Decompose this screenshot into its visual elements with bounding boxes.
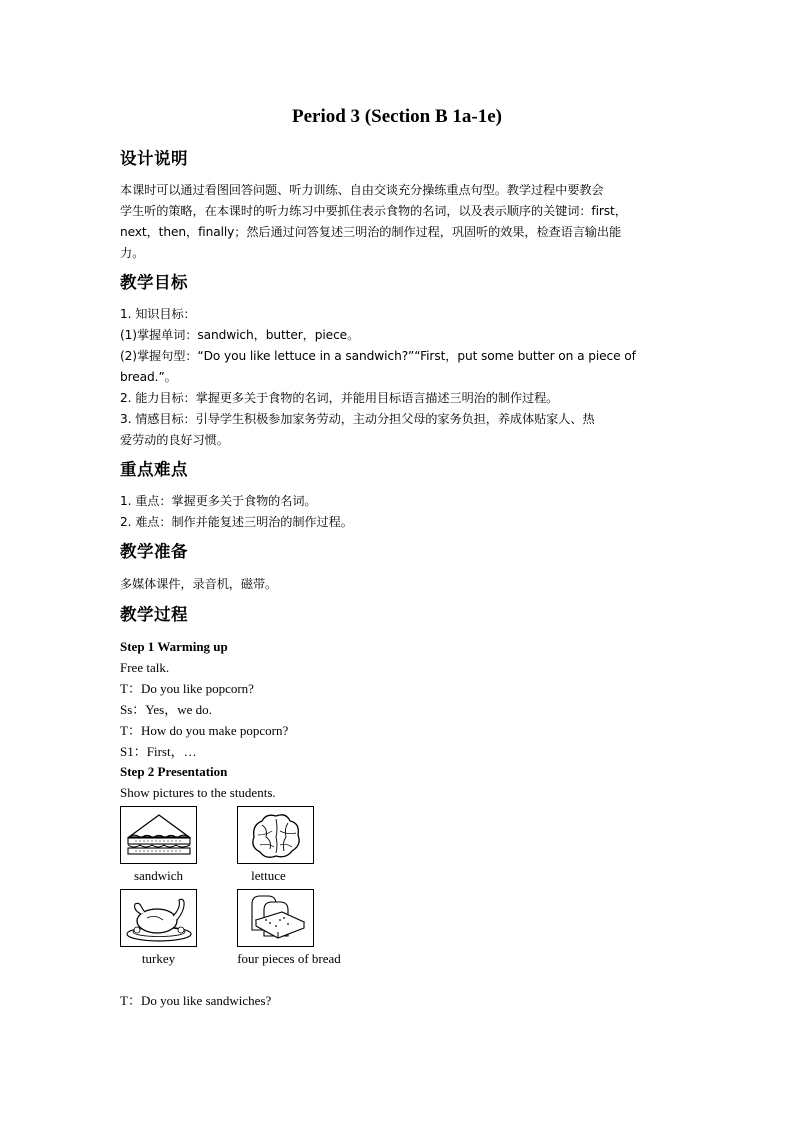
design-line-2: 学生听的策略，在本课时的听力练习中要抓住表示食物的名词，以及表示顺序的关键词：first， — [120, 204, 627, 218]
heading-key-points: 重点难点 — [120, 460, 188, 479]
heading-goals: 教学目标 — [120, 273, 188, 292]
picture-turkey — [120, 889, 197, 947]
step-2-final-line: T：Do you like sandwiches? — [120, 993, 272, 1008]
design-line-1: 本课时可以通过看图回答问题、听力训练、自由交谈充分操练重点句型。教学过程中要教会 — [120, 183, 604, 197]
page-title: Period 3 (Section B 1a-1e) — [291, 106, 502, 127]
caption-turkey: turkey — [141, 951, 176, 966]
picture-sandwich — [120, 806, 197, 864]
design-line-4: 力。 — [120, 246, 145, 260]
caption-lettuce: lettuce — [251, 868, 286, 883]
step-1-line-2: T：Do you like popcorn? — [120, 681, 254, 696]
step-1-line-4: T：How do you make popcorn? — [120, 723, 289, 738]
key-points-line-2: 2. 难点：制作并能复述三明治的制作过程。 — [120, 515, 353, 529]
caption-bread: four pieces of bread — [237, 951, 341, 966]
preparation-line-1: 多媒体课件，录音机，磁带。 — [120, 577, 278, 591]
goals-line-1: 1. 知识目标： — [120, 307, 196, 321]
turkey-icon — [121, 890, 196, 946]
step-1-line-3: Ss：Yes，we do. — [120, 702, 212, 717]
goals-line-2: (1)掌握单词：sandwich，butter，piece。 — [120, 328, 360, 342]
step-1-heading: Step 1 Warming up — [120, 639, 228, 654]
heading-design: 设计说明 — [120, 149, 188, 168]
goals-line-5: 2. 能力目标：掌握更多关于食物的名词，并能用目标语言描述三明治的制作过程。 — [120, 391, 559, 405]
lettuce-icon — [238, 807, 313, 863]
picture-lettuce — [237, 806, 314, 864]
step-1-line-5: S1：First，… — [120, 744, 197, 759]
step-1-line-1: Free talk. — [120, 660, 170, 675]
design-line-3: next，then，finally；然后通过问答复述三明治的制作过程，巩固听的效果，检查语言输出能 — [120, 225, 622, 239]
heading-process: 教学过程 — [120, 605, 188, 624]
picture-bread — [237, 889, 314, 947]
caption-sandwich: sandwich — [133, 868, 184, 883]
bread-icon — [238, 890, 313, 946]
goals-line-6: 3. 情感目标：引导学生积极参加家务劳动，主动分担父母的家务负担，养成体贴家人、热 — [120, 412, 595, 426]
goals-line-4: bread.”。 — [120, 370, 177, 384]
step-2-intro: Show pictures to the students. — [120, 785, 276, 800]
step-2-heading: Step 2 Presentation — [120, 764, 228, 779]
sandwich-icon — [121, 807, 196, 863]
goals-line-3: (2)掌握句型：“Do you like lettuce in a sandwich?”“First，put some butter on a piece of — [120, 349, 636, 363]
heading-preparation: 教学准备 — [120, 542, 188, 561]
key-points-line-1: 1. 重点：掌握更多关于食物的名词。 — [120, 494, 317, 508]
goals-line-7: 爱劳动的良好习惯。 — [120, 433, 229, 447]
